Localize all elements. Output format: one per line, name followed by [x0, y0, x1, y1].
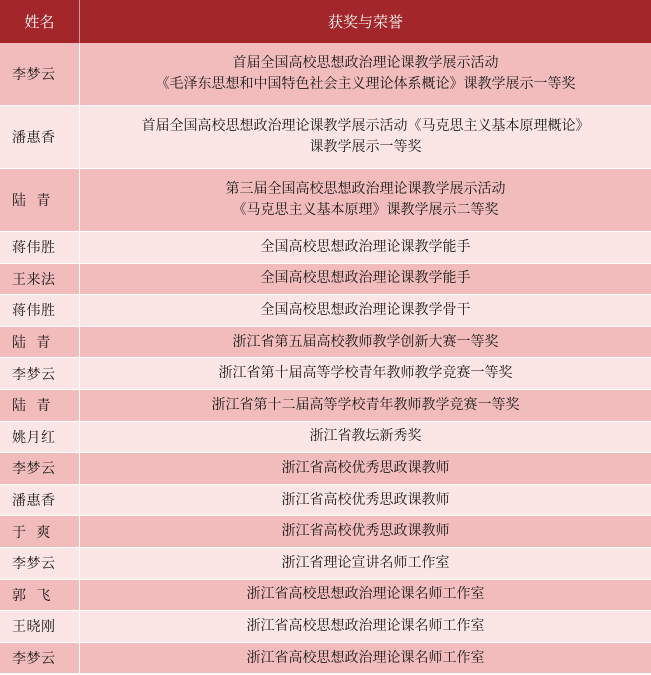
row-name: 于 爽 — [0, 516, 80, 547]
award-line: 浙江省高校优秀思政课教师 — [281, 491, 450, 508]
award-line: 浙江省理论宣讲名师工作室 — [281, 554, 450, 571]
row-name: 李梦云 — [0, 43, 80, 105]
header-name: 姓名 — [0, 0, 80, 43]
row-name: 陆 青 — [0, 390, 80, 421]
row-award — [80, 295, 651, 326]
row-name: 蒋伟胜 — [0, 232, 80, 263]
award-line: 浙江省高校优秀思政课教师 — [281, 459, 450, 476]
award-line: 第三届全国高校思想政治理论课教学展示活动 — [225, 181, 506, 197]
row-award — [80, 485, 651, 516]
row-award — [80, 327, 651, 358]
award-line: 浙江省高校思想政治理论课名师工作室 — [246, 649, 485, 666]
award-line: 首届全国高校思想政治理论课教学展示活动《马克思主义基本原理概论》 — [141, 118, 590, 134]
award-line: 《马克思主义基本原理》课教学展示二等奖 — [232, 202, 499, 218]
row-name: 李梦云 — [0, 358, 80, 389]
row-award — [80, 580, 651, 611]
row-award — [80, 264, 651, 295]
row-award — [80, 169, 651, 231]
award-line: 课教学展示一等奖 — [309, 139, 422, 155]
award-line: 浙江省第五届高校教师教学创新大赛一等奖 — [232, 333, 499, 350]
row-award — [80, 611, 651, 642]
row-name: 李梦云 — [0, 643, 80, 674]
table-row — [0, 232, 651, 264]
row-award — [80, 643, 651, 674]
row-award — [80, 43, 651, 105]
row-award — [80, 232, 651, 263]
row-name: 潘惠香 — [0, 106, 80, 168]
table-row — [0, 327, 651, 359]
table-row — [0, 516, 651, 548]
row-award — [80, 390, 651, 421]
award-line: 浙江省第十届高等学校青年教师教学竞赛一等奖 — [218, 365, 513, 382]
award-line: 全国高校思想政治理论课教学骨干 — [260, 301, 471, 318]
row-award — [80, 422, 651, 453]
award-line: 全国高校思想政治理论课教学能手 — [260, 238, 471, 255]
award-line: 浙江省高校思想政治理论课名师工作室 — [246, 586, 485, 603]
award-line: 浙江省高校思想政治理论课名师工作室 — [246, 617, 485, 634]
table-row — [0, 106, 651, 169]
award-line: 首届全国高校思想政治理论课教学展示活动 — [232, 55, 499, 71]
table-row — [0, 390, 651, 422]
table-row — [0, 611, 651, 643]
award-line: 浙江省高校优秀思政课教师 — [281, 523, 450, 540]
row-award — [80, 548, 651, 579]
row-name: 潘惠香 — [0, 485, 80, 516]
table-row — [0, 169, 651, 232]
table-header — [0, 0, 651, 43]
award-line: 全国高校思想政治理论课教学能手 — [260, 270, 471, 287]
row-award — [80, 453, 651, 484]
award-line: 浙江省第十二届高等学校青年教师教学竞赛一等奖 — [211, 396, 520, 413]
row-name: 王来法 — [0, 264, 80, 295]
row-name: 陆 青 — [0, 169, 80, 231]
table-row — [0, 295, 651, 327]
award-line: 浙江省教坛新秀奖 — [309, 428, 422, 445]
row-name: 郭 飞 — [0, 580, 80, 611]
table-row — [0, 485, 651, 517]
row-award — [80, 106, 651, 168]
row-name: 李梦云 — [0, 453, 80, 484]
table-row — [0, 643, 651, 675]
table-row — [0, 264, 651, 296]
header-award: 获奖与荣誉 — [327, 13, 403, 31]
row-award — [80, 358, 651, 389]
table-row — [0, 358, 651, 390]
table-row — [0, 422, 651, 454]
row-name: 姚月红 — [0, 422, 80, 453]
table-row — [0, 43, 651, 106]
row-name: 蒋伟胜 — [0, 295, 80, 326]
table-row — [0, 548, 651, 580]
table-row — [0, 453, 651, 485]
award-line: 《毛泽东思想和中国特色社会主义理论体系概论》课教学展示一等奖 — [155, 76, 576, 92]
table-body — [0, 43, 651, 675]
row-award — [80, 516, 651, 547]
row-name: 王晓刚 — [0, 611, 80, 642]
row-name: 李梦云 — [0, 548, 80, 579]
row-name: 陆 青 — [0, 327, 80, 358]
table-row — [0, 580, 651, 612]
